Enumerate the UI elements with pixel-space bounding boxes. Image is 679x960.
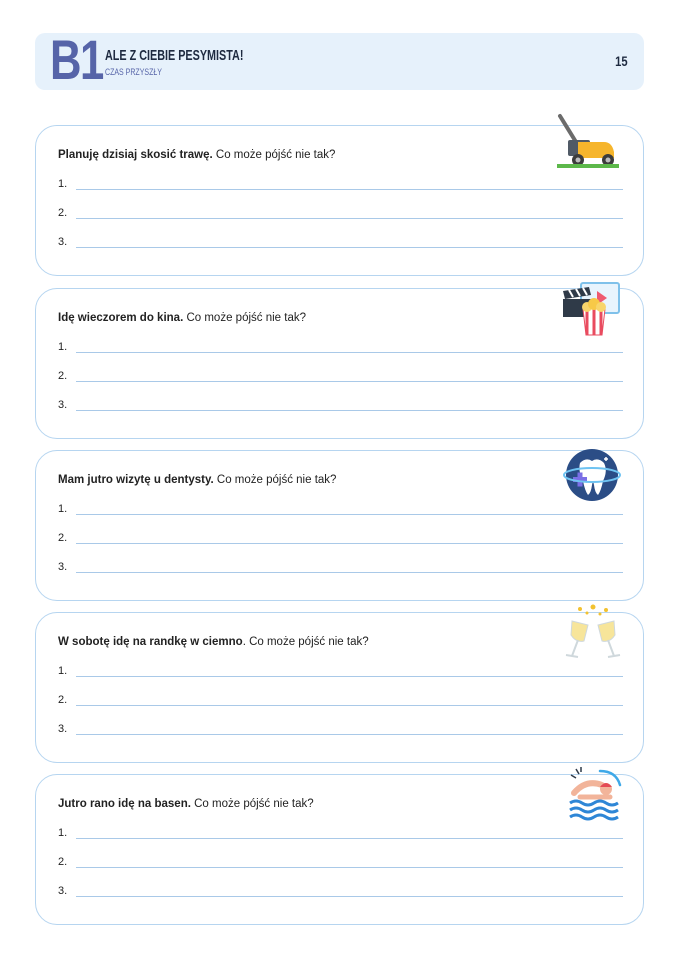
answer-line[interactable] xyxy=(76,410,623,411)
answer-number: 3. xyxy=(58,236,68,248)
exercise-card xyxy=(35,288,644,439)
tooth-icon xyxy=(562,447,622,503)
answer-row xyxy=(58,856,623,873)
answer-number: 1. xyxy=(58,341,68,353)
answer-number: 1. xyxy=(58,178,68,190)
question-text: Jutro rano idę na basen. Co może pójść nie tak? xyxy=(58,798,314,810)
answer-row xyxy=(58,885,623,902)
answer-line[interactable] xyxy=(76,676,623,677)
exercise-card xyxy=(35,450,644,601)
answer-line[interactable] xyxy=(76,543,623,544)
answer-number: 3. xyxy=(58,885,68,897)
answer-number: 2. xyxy=(58,207,68,219)
answer-line[interactable] xyxy=(76,352,623,353)
answer-line[interactable] xyxy=(76,218,623,219)
cinema-icon xyxy=(561,281,625,339)
page-header xyxy=(35,28,644,91)
exercise-card xyxy=(35,774,644,925)
answer-number: 3. xyxy=(58,723,68,735)
answer-row xyxy=(58,370,623,387)
champagne-glasses-icon xyxy=(562,603,624,663)
question-text: W sobotę idę na randkę w ciemno. Co może pójść nie tak? xyxy=(58,636,369,648)
answer-line[interactable] xyxy=(76,189,623,190)
answer-line[interactable] xyxy=(76,734,623,735)
page-subtitle: CZAS PRZYSZŁY xyxy=(105,67,162,77)
answer-number: 2. xyxy=(58,532,68,544)
answer-row xyxy=(58,503,623,520)
answer-line[interactable] xyxy=(76,838,623,839)
level-badge: B1 xyxy=(50,28,103,91)
answer-number: 2. xyxy=(58,856,68,868)
page-number: 15 xyxy=(615,53,628,69)
answer-number: 3. xyxy=(58,399,68,411)
page-title: ALE Z CIEBIE PESYMISTA! xyxy=(105,47,244,64)
answer-row xyxy=(58,341,623,358)
answer-row xyxy=(58,207,623,224)
question-text: Idę wieczorem do kina. Co może pójść nie tak? xyxy=(58,312,306,324)
answer-line[interactable] xyxy=(76,514,623,515)
answer-row xyxy=(58,236,623,253)
answer-number: 1. xyxy=(58,503,68,515)
exercise-card xyxy=(35,125,644,276)
answer-number: 1. xyxy=(58,665,68,677)
question-text: Mam jutro wizytę u dentysty. Co może pójść nie tak? xyxy=(58,474,337,486)
answer-row xyxy=(58,665,623,682)
answer-number: 2. xyxy=(58,370,68,382)
lawn-mower-icon xyxy=(556,112,622,170)
answer-row xyxy=(58,532,623,549)
answer-number: 2. xyxy=(58,694,68,706)
exercise-card xyxy=(35,612,644,763)
answer-row xyxy=(58,561,623,578)
answer-row xyxy=(58,827,623,844)
answer-line[interactable] xyxy=(76,381,623,382)
answer-number: 1. xyxy=(58,827,68,839)
answer-line[interactable] xyxy=(76,572,623,573)
answer-line[interactable] xyxy=(76,867,623,868)
swimmer-icon xyxy=(566,767,626,821)
answer-line[interactable] xyxy=(76,247,623,248)
question-text: Planuję dzisiaj skosić trawę. Co może pójść nie tak? xyxy=(58,149,336,161)
answer-row xyxy=(58,694,623,711)
answer-number: 3. xyxy=(58,561,68,573)
answer-row xyxy=(58,723,623,740)
answer-row xyxy=(58,399,623,416)
answer-row xyxy=(58,178,623,195)
answer-line[interactable] xyxy=(76,896,623,897)
answer-line[interactable] xyxy=(76,705,623,706)
